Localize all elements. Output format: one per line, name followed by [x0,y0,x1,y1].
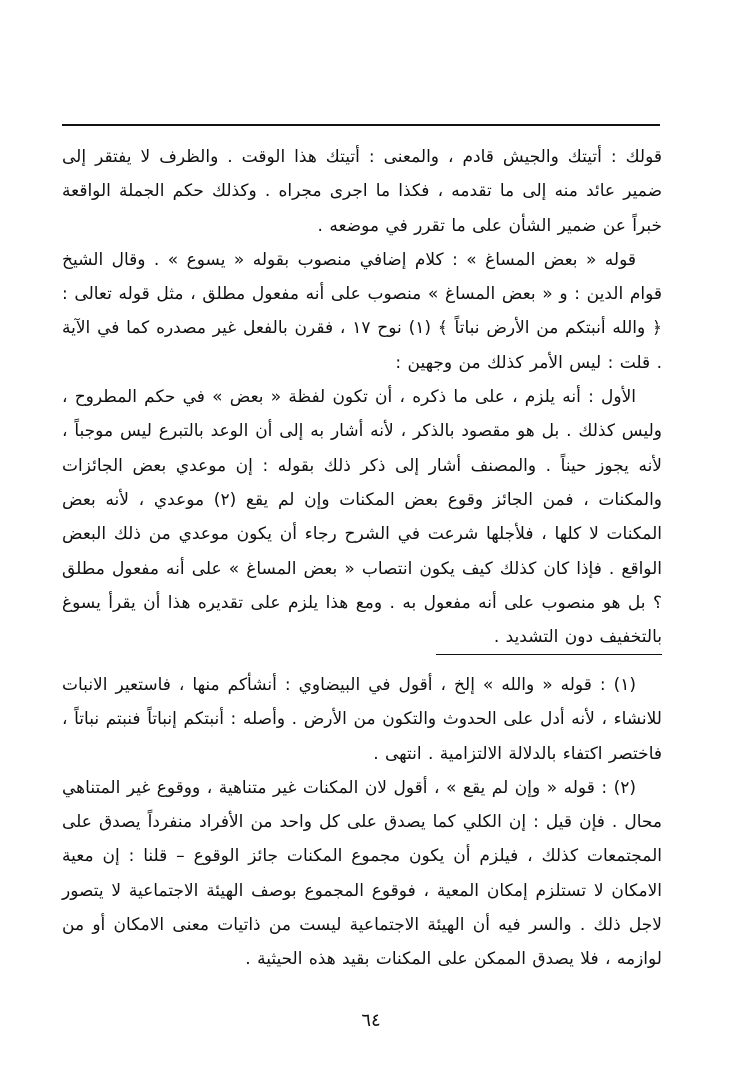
footnote-1: (١) : قوله « والله » إلخ ، أقول في البيضاوي : أنشأكم منها ، فاستعير الانبات للانشاء ، لأنه أدل على الحدوث والتكون من الأرض . وأصله : أنبتكم إنباتاً فنبتم نباتاً ، فاختصر اكتفاء بالدلالة الالتزامية . انتهى . [62,675,662,764]
page-number: ٦٤ [361,1010,381,1031]
main-paragraph-1: قولك : أتيتك والجيش قادم ، والمعنى : أتيتك هذا الوقت . والظرف لا يفتقر إلى ضمير عائد منه إلى ما تقدمه ، فكذا ما اجرى مجراه . وكذلك حكم الجملة الواقعة خبراً عن ضمير الشأن على ما تقرر في موضعه . [62,147,662,236]
footnotes [62,668,662,977]
main-paragraph-2: قوله « بعض المساغ » : كلام إضافي منصوب بقوله « يسوع » . وقال الشيخ قوام الدين : و « بعض المساغ » منصوب على أنه مفعول مطلق ، مثل قوله تعالى : ﴿ والله أنبتكم من الأرض نباتاً ﴾ (١) نوح ١٧ ، فقرن بالفعل غير مصدره كما في الآية . قلت : ليس الأمر كذلك من وجهين : [62,249,662,373]
footnote-2: (٢) : قوله « وإن لم يقع » ، أقول لان المكنات غير متناهية ، ووقوع غير المتناهي محال . فإن قيل : إن الكلي كما يصدق على كل واحد من الأفراد منفرداً يصدق على المجتمعات كذلك ، فيلزم أن يكون مجموع المكنات جائز الوقوع – قلنا : إن معية الامكان لا تستلزم إمكان المعية ، فوقوع المجموع بوصف الهيئة الاجتماعية لا يتصور لاجل ذلك . والسر فيه أن الهيئة الاجتماعية ليست من ذاتيات معنى الامكان أو من لوازمه ، فلا يصدق الممكن على المكنات بقيد هذه الحيثية . [62,777,662,970]
footnote-rule [436,654,662,655]
main-text [62,140,662,654]
main-paragraph-3: الأول : أنه يلزم ، على ما ذكره ، أن تكون لفظة « بعض » في حكم المطروح ، وليس كذلك . بل هو مقصود بالذكر ، لأنه أشار به إلى أن الوعد بالتبرع ليس موجباً ، لأنه يجوز حيناً . والمصنف أشار إلى ذكر ذلك بقوله : إن موعدي بعض الجائزات والمكنات ، فمن الجائز وقوع بعض المكنات وإن لم يقع (٢) موعدي ، لأنه بعض المكنات لا كلها ، فلأجلها شرعت في الشرح رجاء أن يكون موعدي من ذلك البعض الواقع . فإذا كان كذلك كيف يكون انتصاب « بعض المساغ » على أنه مفعول مطلق ؟ بل هو منصوب على أنه مفعول به . ومع هذا يلزم على تقديره هذا أن يقرأ يسوغ بالتخفيف دون التشديد . [62,387,663,648]
header-rule [62,124,660,126]
